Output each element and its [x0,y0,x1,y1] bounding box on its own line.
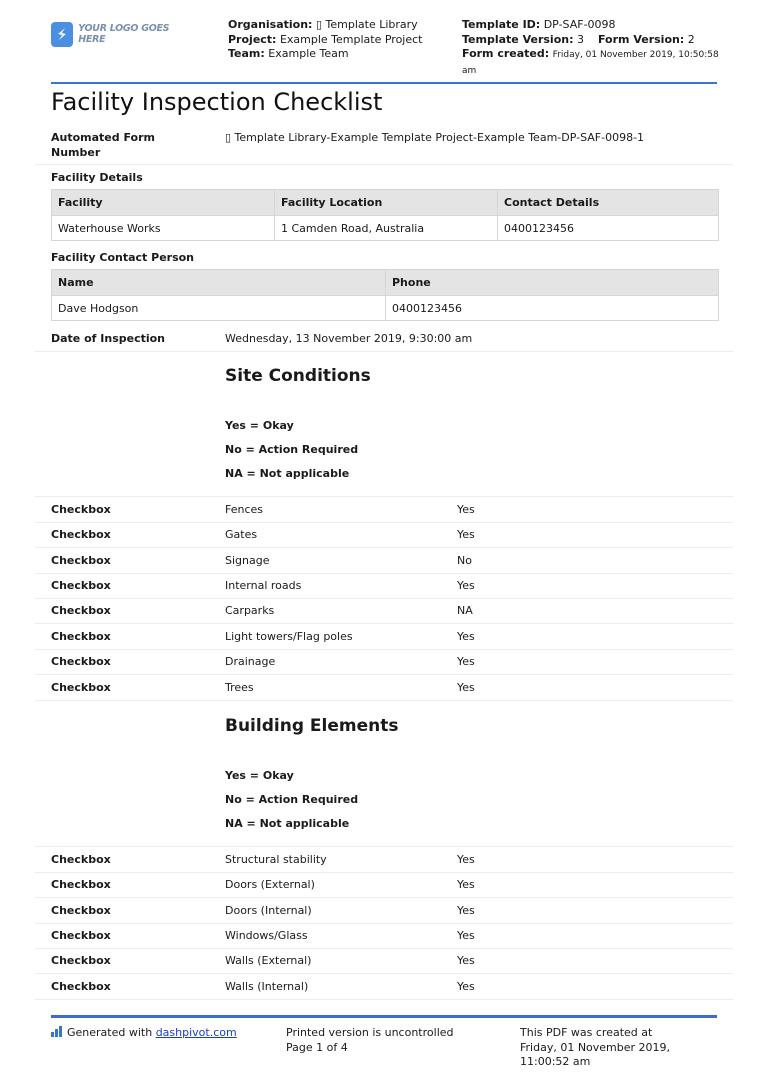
template-id-value: DP-SAF-0098 [543,18,616,31]
item-label: Doors (Internal) [225,904,312,917]
table-cell: 0400123456 [498,216,719,241]
template-version-value: 3 [576,32,584,46]
header-divider [51,82,717,84]
item-label: Structural stability [225,853,327,866]
item-label: Light towers/Flag poles [225,630,353,643]
facility-contact-table [51,269,719,321]
item-value: Yes [457,655,475,668]
item-type: Checkbox [51,655,111,668]
item-label: Trees [225,681,254,694]
facility-contact-heading: Facility Contact Person [51,251,195,264]
legend-item: No = Action Required [225,443,359,456]
item-value: Yes [457,929,475,942]
checklist-row [35,923,733,949]
item-type: Checkbox [51,980,111,993]
dashpivot-link[interactable]: dashpivot.com [155,1026,237,1039]
item-value: Yes [457,980,475,993]
team-label: Team: [228,47,265,60]
footer-divider [51,1015,717,1018]
checklist-row [35,872,733,898]
item-label: Doors (External) [225,878,315,891]
table-row [52,296,719,321]
automated-form-number-label: Automated Form Number [51,131,155,159]
item-value: Yes [457,904,475,917]
item-label: Gates [225,528,258,541]
checklist-row [35,847,733,873]
header-org-block [228,18,423,62]
project-value: Example Template Project [279,32,423,46]
divider [35,351,733,352]
logo-text: YOUR LOGO GOES HERE [78,23,170,45]
table-cell: Waterhouse Works [52,216,275,241]
column-header: Name [52,270,386,296]
item-value: Yes [457,954,475,967]
facility-details-table [51,189,719,241]
item-value: Yes [457,528,475,541]
table-cell: 1 Camden Road, Australia [275,216,498,241]
item-value: No [457,554,472,567]
section-title-building-elements: Building Elements [225,716,399,736]
checklist-row [35,598,733,624]
item-value: Yes [457,579,475,592]
item-type: Checkbox [51,929,111,942]
organisation-label: Organisation: [228,18,313,31]
column-header: Facility [52,190,275,216]
pdf-created-label: This PDF was created at [520,1026,653,1039]
checklist-row [35,497,733,523]
item-type: Checkbox [51,630,111,643]
checklist-row [35,573,733,599]
table-cell: Dave Hodgson [52,296,386,321]
checklist-row [35,624,733,650]
item-value: Yes [457,681,475,694]
item-type: Checkbox [51,503,111,516]
organisation-value: ▯ Template Library [315,18,418,31]
checklist-row [35,522,733,548]
item-type: Checkbox [51,878,111,891]
uncontrolled-notice: Printed version is uncontrolled [286,1026,454,1039]
legend-item: NA = Not applicable [225,817,350,830]
checklist-row [35,548,733,574]
footer-status [286,1026,454,1055]
checklist-row [35,898,733,924]
item-type: Checkbox [51,681,111,694]
date-of-inspection-label: Date of Inspection [51,332,166,345]
item-label: Carparks [225,604,275,617]
header-template-block [462,18,722,78]
item-type: Checkbox [51,554,111,567]
legend-item: NA = Not applicable [225,467,350,480]
table-cell: 0400123456 [386,296,719,321]
item-label: Drainage [225,655,276,668]
facility-details-heading: Facility Details [51,171,143,184]
company-logo [51,20,186,48]
checklist-row [35,675,733,701]
page-number: Page 1 of 4 [286,1040,348,1054]
item-type: Checkbox [51,579,111,592]
generated-prefix: Generated with [67,1026,153,1039]
legend-item: Yes = Okay [225,769,294,782]
pdf-created-value: Friday, 01 November 2019, 11:00:52 am [520,1040,671,1068]
item-type: Checkbox [51,528,111,541]
footer-created [520,1026,720,1070]
legend-item: No = Action Required [225,793,359,806]
item-value: Yes [457,853,475,866]
section-title-site-conditions: Site Conditions [225,366,371,386]
automated-form-number-value: ▯ Template Library-Example Template Project-Example Team-DP-SAF-0098-1 [225,131,645,144]
date-of-inspection-value: Wednesday, 13 November 2019, 9:30:00 am [225,332,473,345]
template-id-label: Template ID: [462,18,541,31]
item-label: Walls (External) [225,954,312,967]
checklist-row [35,649,733,675]
item-label: Internal roads [225,579,302,592]
item-type: Checkbox [51,604,111,617]
item-value: Yes [457,630,475,643]
item-type: Checkbox [51,904,111,917]
page-title: Facility Inspection Checklist [51,88,383,116]
bar-chart-icon [51,1026,62,1037]
column-header: Facility Location [275,190,498,216]
item-label: Windows/Glass [225,929,308,942]
checklist-row [35,974,733,1000]
divider [35,164,733,165]
item-label: Fences [225,503,264,516]
checklist-row [35,948,733,974]
table-row [52,216,719,241]
form-version-value: 2 [687,32,695,46]
table-header-row [52,190,719,216]
template-version-label: Template Version: [462,32,574,46]
column-header: Phone [386,270,719,296]
project-label: Project: [228,32,277,46]
item-type: Checkbox [51,954,111,967]
logo-mark-icon [51,22,73,47]
item-label: Signage [225,554,270,567]
item-value: NA [457,604,473,617]
footer-generated [51,1026,237,1041]
table-header-row [52,270,719,296]
form-created-value: Friday, 01 November 2019, 10:50:58 am [462,50,719,76]
item-value: Yes [457,503,475,516]
item-label: Walls (Internal) [225,980,309,993]
form-created-label: Form created: [462,47,550,60]
column-header: Contact Details [498,190,719,216]
legend-item: Yes = Okay [225,419,294,432]
form-version-label: Form Version: [597,32,685,46]
team-value: Example Team [268,47,349,60]
item-type: Checkbox [51,853,111,866]
item-value: Yes [457,878,475,891]
